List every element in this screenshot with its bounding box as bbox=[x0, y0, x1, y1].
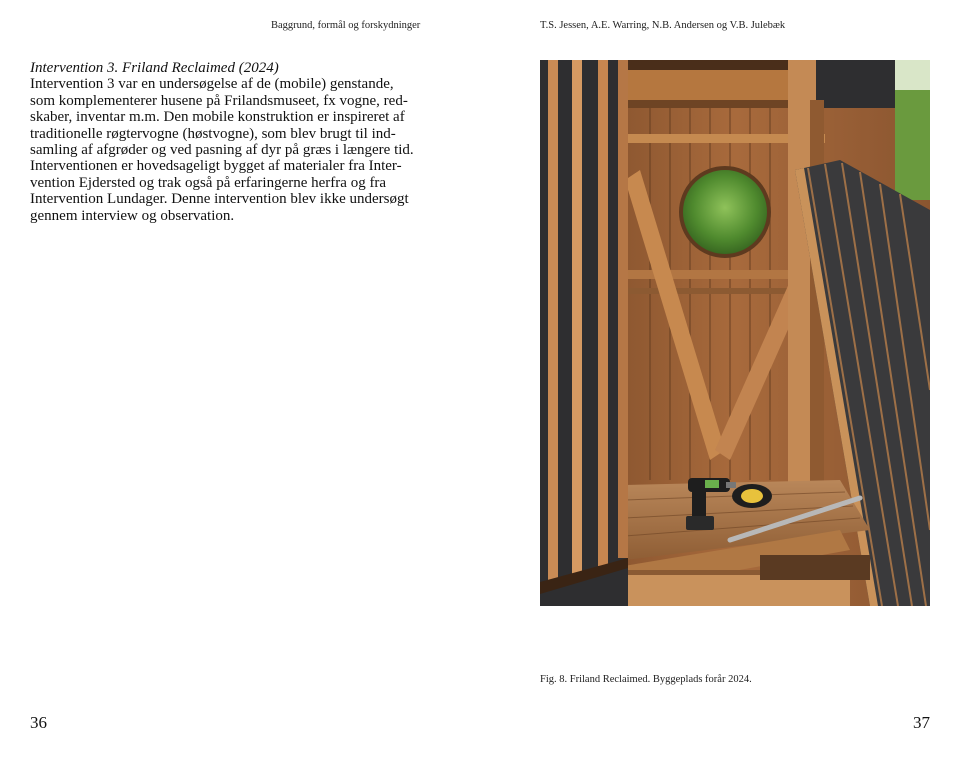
body-line-5: samling af afgrøder og ved pasning af dyr på græs i længere tid. bbox=[30, 142, 414, 159]
body-text-block bbox=[30, 60, 470, 224]
body-line-4: traditionelle røgtervogne (høstvogne), som blev brugt til ind- bbox=[30, 125, 396, 142]
page-number-left: 36 bbox=[30, 713, 47, 732]
running-head-right: T.S. Jessen, A.E. Warring, N.B. Andersen og V.B. Julebæk bbox=[540, 20, 786, 31]
body-line-3: skaber, inventar m.m. Den mobile konstruktion er inspireret af bbox=[30, 109, 405, 126]
body-line-8: Intervention Lundager. Denne intervention blev ikke undersøgt bbox=[30, 191, 409, 208]
body-line-1: Intervention 3 var en undersøgelse af de (mobile) genstande, bbox=[30, 76, 394, 93]
body-line-9: gennem interview og observation. bbox=[30, 207, 235, 224]
running-head-left: Baggrund, formål og forskydninger bbox=[271, 20, 421, 31]
page-number-right: 37 bbox=[913, 713, 930, 732]
figure-caption: Fig. 8. Friland Reclaimed. Byggeplads forår 2024. bbox=[540, 674, 752, 685]
body-line-2: som komplementerer husene på Frilandsmuseet, fx vogne, red- bbox=[30, 92, 408, 109]
body-line-7: vention Ejdersted og trak også på erfaringerne herfra og fra bbox=[30, 174, 387, 191]
figure-photo bbox=[540, 60, 930, 606]
subheading: Intervention 3. Friland Reclaimed (2024) bbox=[30, 60, 279, 76]
body-line-6: Interventionen er hovedsageligt bygget af materialer fra Inter- bbox=[30, 158, 402, 175]
timber-structure-illustration bbox=[540, 60, 930, 606]
